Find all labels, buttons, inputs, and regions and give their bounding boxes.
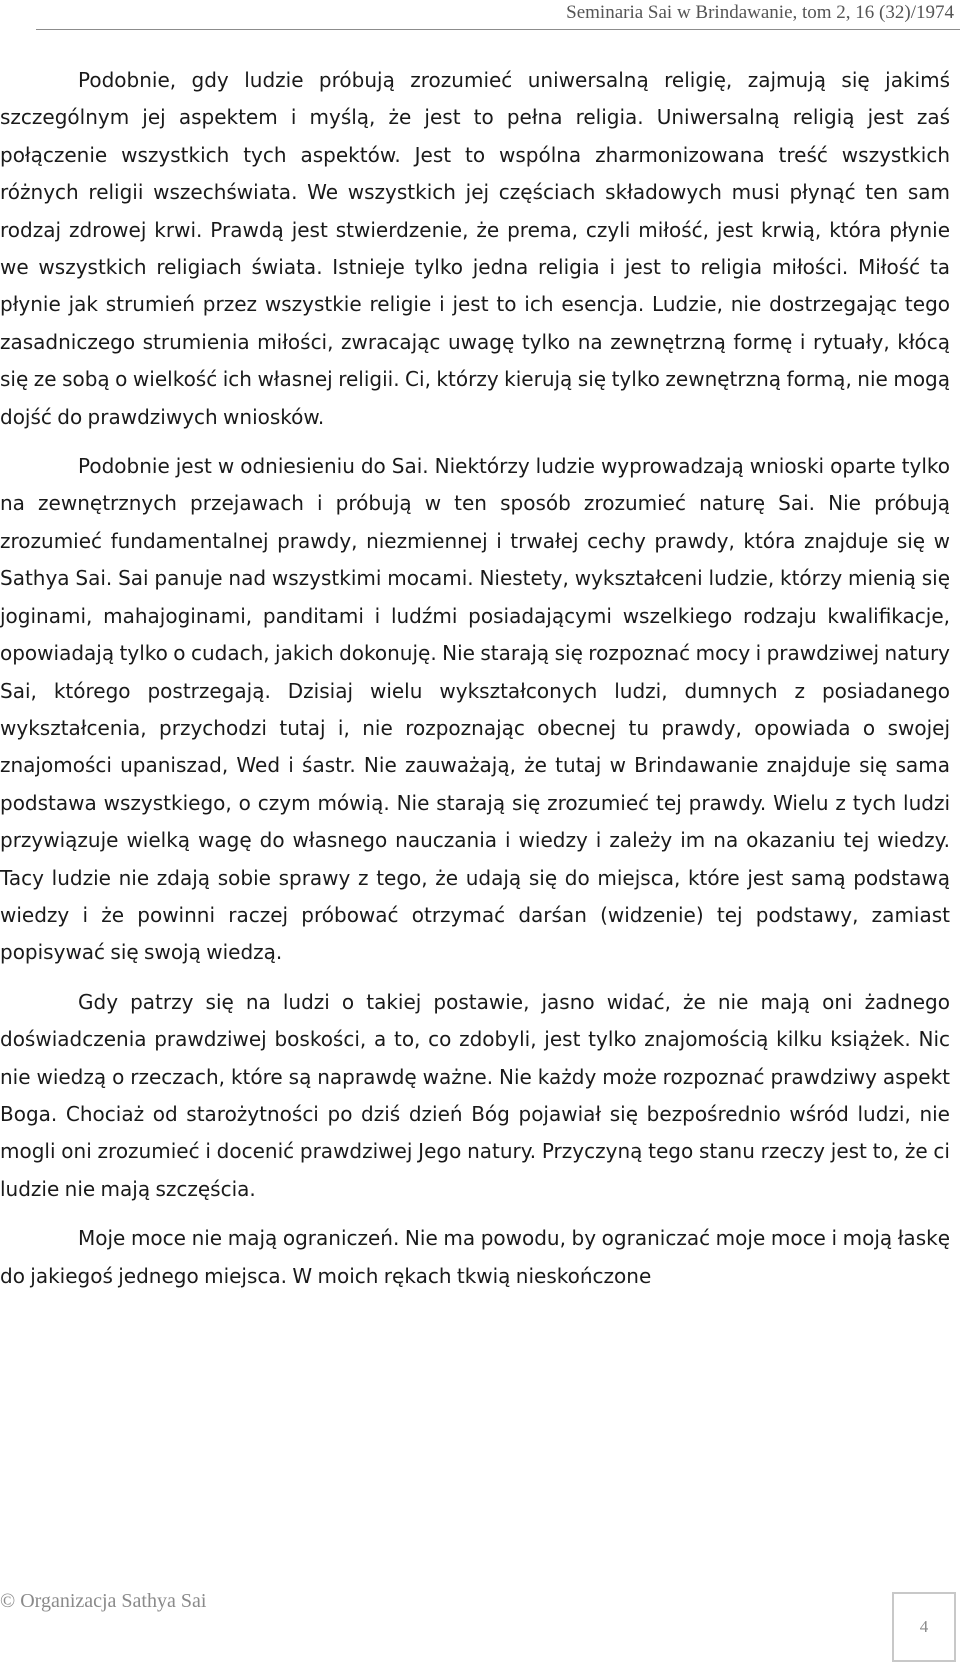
page-number-box [892,1592,956,1662]
page-number: 4 [919,1617,929,1636]
paragraph: Moje moce nie mają ograniczeń. Nie ma powodu, by ograniczać moje moce i moją łaskę do jakiegoś jednego miejsca. W moich rękach tkwią nieskończone [0,1226,950,1288]
paragraph: Gdy patrzy się na ludzi o takiej postawie, jasno widać, że nie mają oni żadnego doświadczenia prawdziwej boskości, a to, co zdobyli, jest tylko znajomością kilku książek. Nic nie wiedzą o rzeczach, które są naprawdę ważne. Nie każdy może rozpoznać prawdziwy aspekt Boga. Chociaż od starożytności po dziś dzień Bóg pojawiał się bezpośrednio wśród ludzi, nie mogli oni zrozumieć i docenić prawdziwej Jego natury. Przyczyną tego stanu rzeczy jest to, że ci ludzie nie mają szczęścia. [0,989,950,1201]
body-text [0,62,950,1307]
paragraph: Podobnie, gdy ludzie próbują zrozumieć uniwersalną religię, zajmują się jakimś szczególnym jej aspektem i myślą, że jest to pełna religia. Uniwersalną religią jest zaś połączenie wszystkich tych aspektów. Jest to wspólna zharmonizowana treść wszystkich różnych religii wszechświata. We wszystkich jej częściach składowych musi płynąć ten sam rodzaj zdrowej krwi. Prawdą jest stwierdzenie, że prema, czyli miłość, jest krwią, która płynie we wszystkich religiach świata. Istnieje tylko jedna religia i jest to religia miłości. Miłość ta płynie jak strumień przez wszystkie religie i jest to ich esencja. Ludzie, nie dostrzegając tego zasadniczego strumienia miłości, zwracając uwagę tylko na zewnętrzną formę i rytuały, kłócą się ze sobą o wielkość ich własnej religii. Ci, którzy kierują się tylko zewnętrzną formą, nie mogą dojść do prawdziwych wniosków. [0,68,950,429]
paragraph: Podobnie jest w odniesieniu do Sai. Niektórzy ludzie wyprowadzają wnioski oparte tylko na zewnętrznych przejawach i próbują w ten sposób zrozumieć naturę Sai. Nie próbują zrozumieć fundamentalnej prawdy, niezmiennej i trwałej cechy prawdy, która znajduje się w Sathya Sai. Sai panuje nad wszystkimi mocami. Niestety, wykształceni ludzie, którzy mienią się joginami, mahajoginami, panditami i ludźmi posiadającymi wszelkiego rodzaju kwalifikacje, opowiadają tylko o cudach, jakich dokonuję. Nie starają się rozpoznać mocy i prawdziwej natury Sai, którego postrzegają. Dzisiaj wielu wykształconych ludzi, dumnych z posiadanego wykształcenia, przychodzi tutaj i, nie rozpoznając obecnej tu prawdy, opowiada o swojej znajomości upaniszad, Wed i śastr. Nie zauważają, że tutaj w Brindawanie znajduje się sama podstawa wszystkiego, o czym mówią. Nie starają się zrozumieć tej prawdy. Wielu z tych ludzi przywiązuje wielką wagę do własnego nauczania i wiedzy i zależy im na okazaniu tej wiedzy. Tacy ludzie nie zdają sobie sprawy z tego, że udają się do miejsca, które jest samą podstawą wiedzy i że powinni raczej próbować otrzymać darśan (widzenie) tej podstawy, zamiast popisywać się swoją wiedzą. [0,454,950,965]
running-title: Seminaria Sai w Brindawanie, tom 2, 16 (32)/1974 [566,2,954,23]
running-header [36,0,960,30]
footer-copyright: © Organizacja Sathya Sai [0,1590,207,1612]
